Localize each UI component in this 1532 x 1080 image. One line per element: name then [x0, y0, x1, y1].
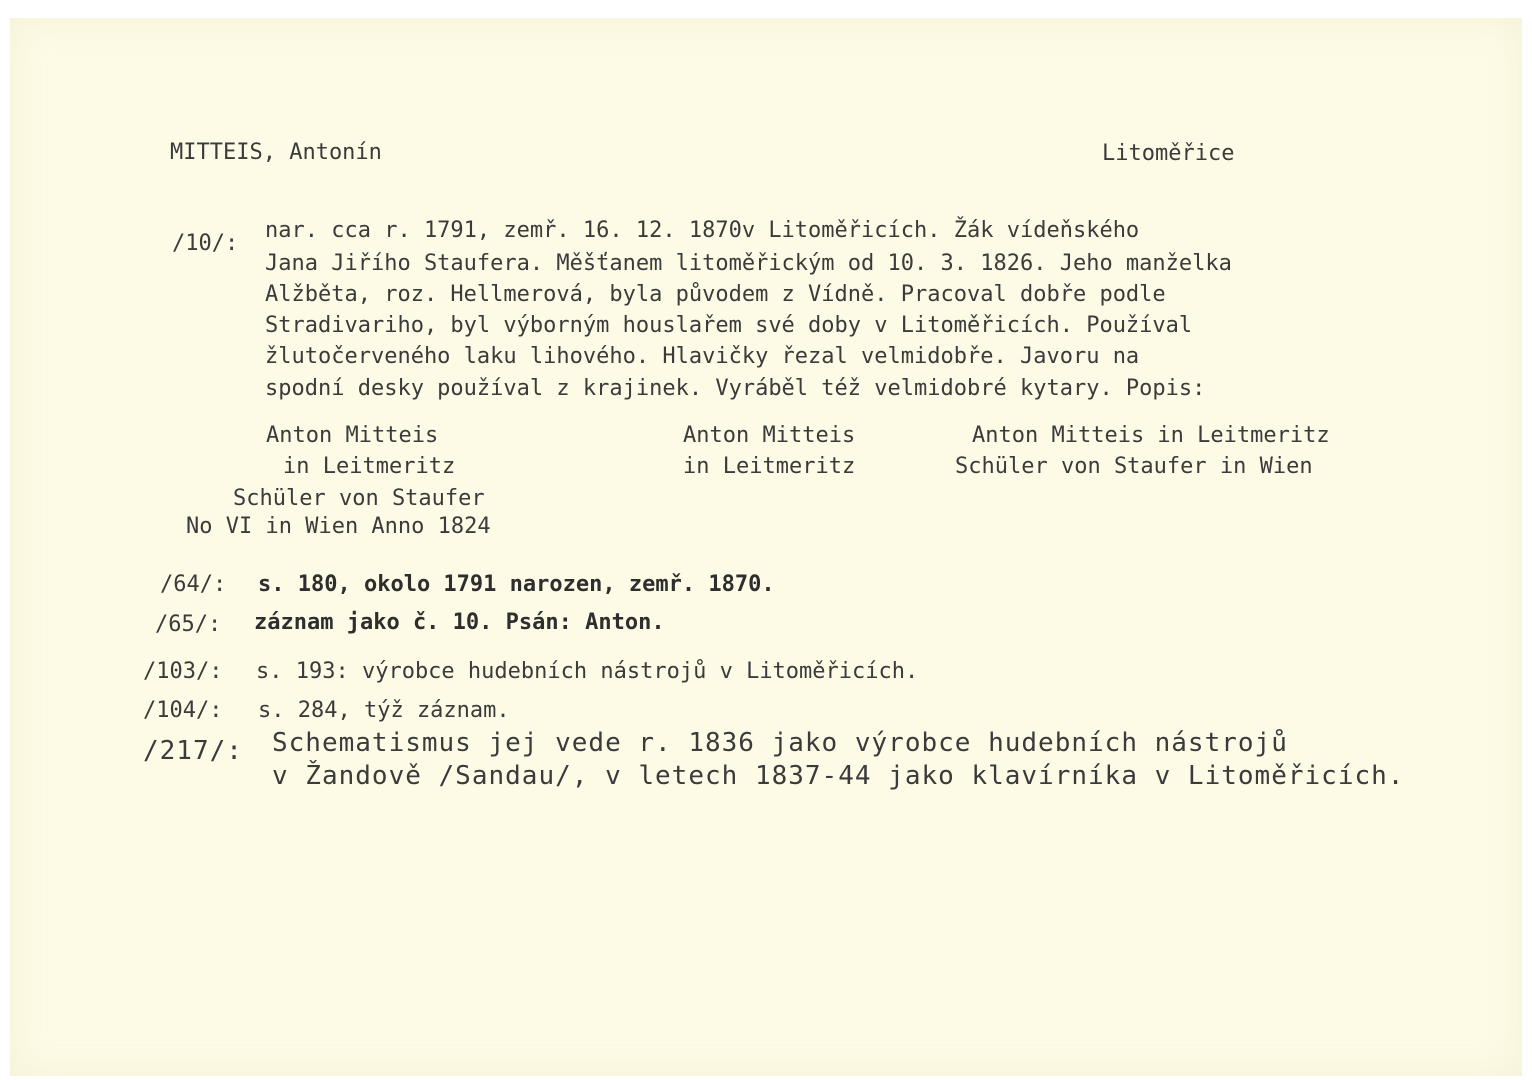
entry-64-text: s. 180, okolo 1791 narozen, zemř. 1870.: [258, 572, 775, 597]
index-card: [10, 18, 1522, 1076]
entry-217-line-1: Schematismus jej vede r. 1836 jako výrobce hudebních nástrojů: [272, 728, 1288, 758]
entry-104-ref: /104/:: [143, 698, 223, 723]
label-2-line-2: in Leitmeritz: [683, 454, 856, 479]
entry-10-ref: /10/:: [172, 231, 239, 256]
label-1-line-2: in Leitmeritz: [283, 454, 456, 479]
entry-65-ref: /65/:: [155, 612, 222, 637]
entry-217-ref: /217/:: [143, 736, 243, 766]
entry-10-line-6: spodní desky používal z krajinek. Vyráběl též velmidobré kytary. Popis:: [265, 376, 1206, 401]
card-name-heading: MITTEIS, Antonín: [170, 140, 382, 165]
entry-10-line-3: Alžběta, roz. Hellmerová, byla původem z Vídně. Pracoval dobře podle: [265, 282, 1166, 307]
entry-103-text: s. 193: výrobce hudebních nástrojů v Litoměřicích.: [256, 659, 919, 684]
label-1-line-3: Schüler von Staufer: [233, 486, 485, 511]
entry-10-line-1: nar. cca r. 1791, zemř. 16. 12. 1870v Litoměřicích. Žák vídeňského: [265, 218, 1140, 243]
entry-10-line-2: Jana Jiřího Staufera. Měšťanem litoměřickým od 10. 3. 1826. Jeho manželka: [265, 251, 1232, 276]
entry-10-line-4: Stradivariho, byl výborným houslařem své doby v Litoměřicích. Používal: [265, 313, 1193, 338]
card-place-heading: Litoměřice: [1102, 141, 1235, 166]
entry-64-ref: /64/:: [160, 572, 227, 597]
label-1-line-4: No VI in Wien Anno 1824: [186, 514, 491, 539]
entry-217-line-2: v Žandově /Sandau/, v letech 1837-44 jako klavírníka v Litoměřicích.: [272, 761, 1405, 791]
label-3-line-2: Schüler von Staufer in Wien: [955, 454, 1313, 479]
entry-103-ref: /103/:: [143, 659, 223, 684]
entry-10-line-5: žlutočerveného laku lihového. Hlavičky řezal velmidobře. Javoru na: [265, 344, 1140, 369]
entry-65-text: záznam jako č. 10. Psán: Anton.: [254, 610, 665, 635]
label-1-line-1: Anton Mitteis: [266, 423, 439, 448]
entry-104-text: s. 284, týž záznam.: [258, 698, 510, 723]
label-2-line-1: Anton Mitteis: [683, 423, 856, 448]
label-3-line-1: Anton Mitteis in Leitmeritz: [972, 423, 1330, 448]
